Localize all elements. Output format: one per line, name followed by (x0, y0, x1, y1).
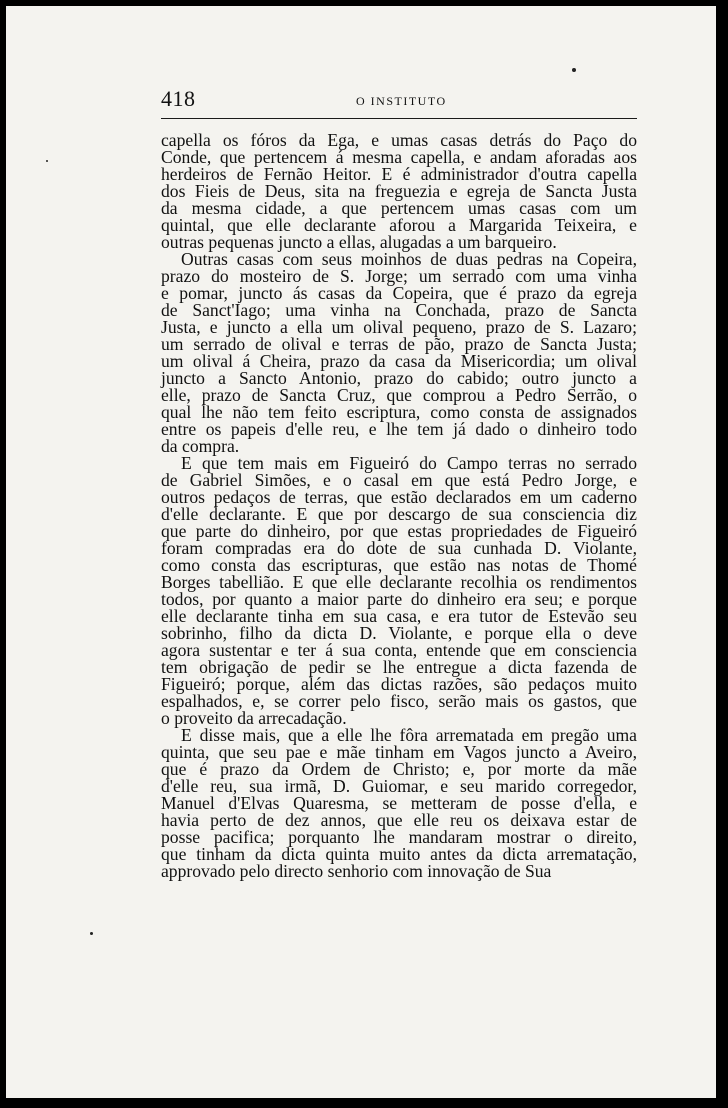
speck-mark (572, 68, 576, 72)
page-header (161, 86, 637, 119)
text-line: E que tem mais em Figueiró do Campo terras no serrado (181, 453, 637, 473)
text-line: sobrinho, filho da dicta D. Violante, e porque ella o deve (161, 623, 637, 643)
text-line: Conde, que pertencem á mesma capella, e andam aforadas aos (161, 147, 637, 167)
text-line: elle, prazo de Sancta Cruz, que comprou a Pedro Serrão, o (161, 385, 637, 405)
text-line: havia perto de dez annos, que elle reu os deixava estar de (161, 810, 637, 830)
text-line: da mesma cidade, a que pertencem umas casas com um (161, 198, 637, 218)
text-line: agora sustentar e ter á sua conta, entende que em consciencia (161, 640, 637, 660)
text-line: elle declarante tinha em sua casa, e era tutor de Estevão seu (161, 606, 637, 626)
text-line: prazo do mosteiro de S. Jorge; um serrado com uma vinha (161, 266, 637, 286)
text-line: como consta das escripturas, que estão nas notas de Thomé (161, 555, 637, 575)
text-line: e pomar, juncto ás casas da Copeira, que é prazo da egreja (161, 283, 637, 303)
text-line: da compra. (161, 436, 240, 456)
paragraph (161, 455, 637, 727)
text-line: que é prazo da Ordem de Christo; e, por morte da mãe (161, 759, 637, 779)
running-head: O INSTITUTO (356, 94, 447, 108)
text-line: d'elle reu, sua irmã, D. Guiomar, e seu marido corregedor, (161, 776, 637, 796)
paragraph (161, 727, 637, 880)
text-line: Borges tabellião. E que elle declarante recolhia os rendimentos (161, 572, 637, 592)
paragraph (161, 251, 637, 455)
text-line: Outras casas com seus moinhos de duas pedras na Copeira, (181, 249, 637, 269)
text-line: dos Fieis de Deus, sita na freguezia e egreja de Sancta Justa (161, 181, 637, 201)
text-line: E disse mais, que a elle lhe fôra arrematada em pregão uma (181, 725, 637, 745)
text-line: quinta, que seu pae e mãe tinham em Vagos juncto a Aveiro, (161, 742, 637, 762)
text-line: outros pedaços de terras, que estão declarados em um caderno (161, 487, 637, 507)
book-page (6, 6, 716, 1098)
text-line: outras pequenas juncto a ellas, alugadas a um barqueiro. (161, 232, 557, 252)
text-line: tem obrigação de pedir se lhe entregue a dicta fazenda de (161, 657, 637, 677)
text-line: um olival á Cheira, prazo da casa da Misericordia; um olival (161, 351, 637, 371)
text-line: que parte do dinheiro, por que estas propriedades de Figueiró (161, 521, 637, 541)
speck-mark (46, 160, 48, 162)
text-line: espalhados, e, se correr pelo fisco, serão mais os gastos, que (161, 691, 637, 711)
text-line: Justa, e juncto a ella um olival pequeno, prazo de S. Lazaro; (161, 317, 637, 337)
text-line: que tinham da dicta quinta muito antes da dicta arrematação, (161, 844, 637, 864)
text-line: Manuel d'Elvas Quaresma, se metteram de posse d'ella, e (161, 793, 637, 813)
text-line: juncto a Sancto Antonio, prazo do cabido; outro juncto a (161, 368, 637, 388)
body-text (161, 132, 637, 880)
speck-mark (90, 932, 93, 935)
text-line: quintal, que elle declarante aforou a Margarida Teixeira, e (161, 215, 637, 235)
text-line: todos, por quanto a maior parte do dinheiro era seu; e porque (161, 589, 637, 609)
text-line: foram compradas era do dote de sua cunhada D. Violante, (161, 538, 637, 558)
text-line: entre os papeis d'elle reu, e lhe tem já dado o dinheiro todo (161, 419, 637, 439)
text-line: de Gabriel Simões, e o casal em que está Pedro Jorge, e (161, 470, 637, 490)
text-line: d'elle declarante. E que por descargo de sua consciencia diz (161, 504, 637, 524)
text-line: qual lhe não tem feito escriptura, como consta de assignados (161, 402, 637, 422)
text-line: o proveito da arrecadação. (161, 708, 347, 728)
text-line: de Sanct'Iago; uma vinha na Conchada, prazo de Sancta (161, 300, 637, 320)
page-number: 418 (161, 86, 196, 111)
text-line: um serrado de olival e terras de pão, prazo de Sancta Justa; (161, 334, 637, 354)
text-line: approvado pelo directo senhorio com innovação de Sua (161, 861, 552, 881)
text-line: posse pacifica; porquanto lhe mandaram mostrar o direito, (161, 827, 637, 847)
text-line: Figueiró; porque, além das dictas razões, são pedaços muito (161, 674, 637, 694)
text-line: capella os fóros da Ega, e umas casas detrás do Paço do (161, 130, 637, 150)
paragraph (161, 132, 637, 251)
text-line: herdeiros de Fernão Heitor. E é administrador d'outra capella (161, 164, 637, 184)
